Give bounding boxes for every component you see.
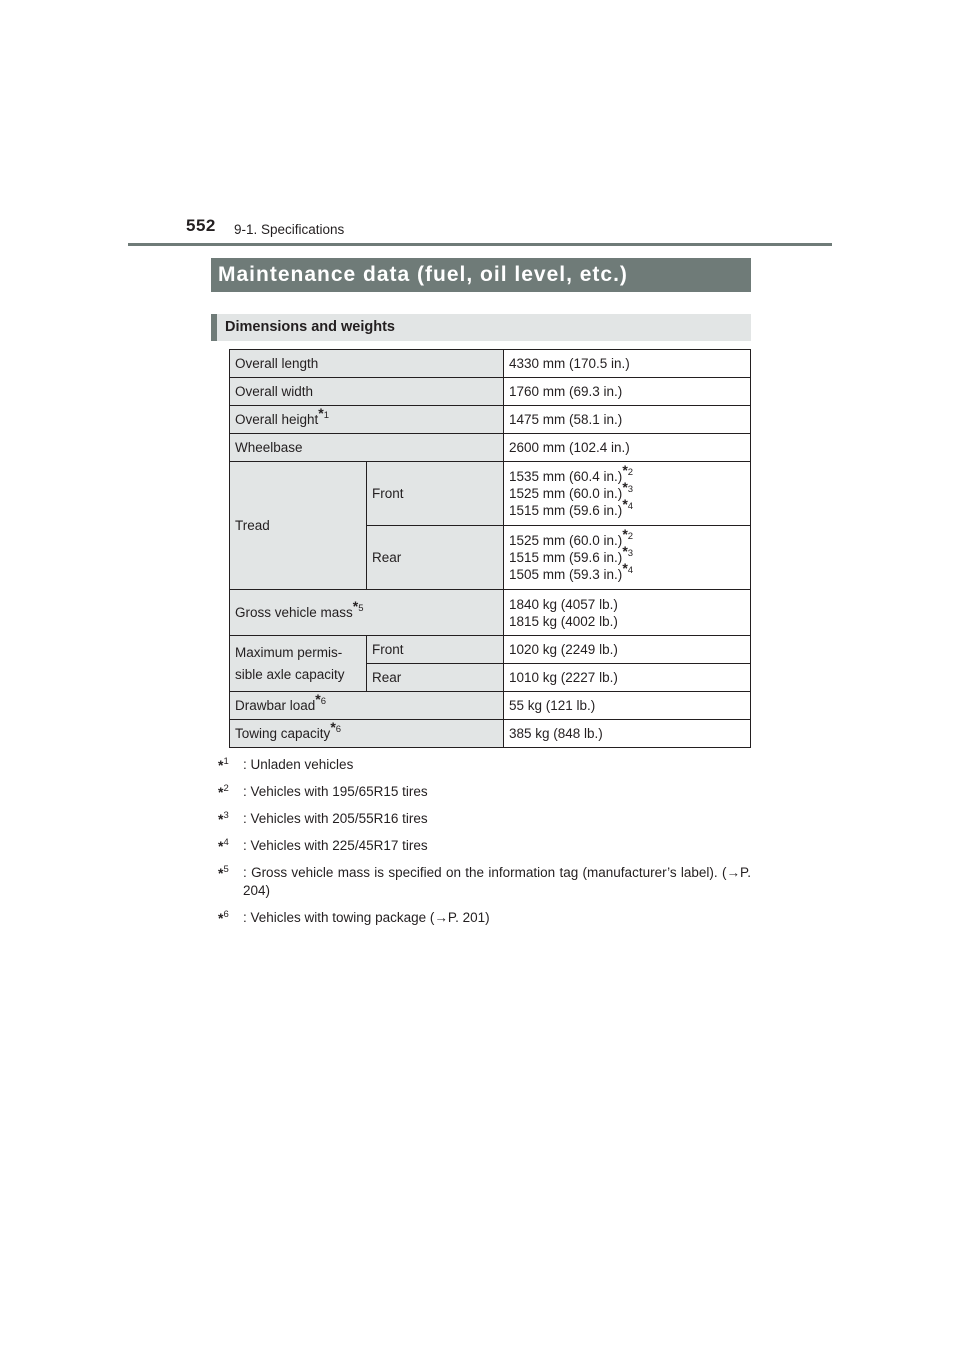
row-value: 1020 kg (2249 lb.): [504, 636, 751, 664]
footnote: *$^4$ : Vehicles with 225/45R17 tires: [218, 837, 428, 854]
row-label: Drawbar load$^{*6}$: [230, 692, 504, 720]
row-label: Overall length: [230, 350, 504, 378]
row-label: Maximum permis- sible axle capacity: [230, 636, 367, 692]
row-label: Towing capacity$^{*6}$: [230, 720, 504, 748]
table-row: [230, 720, 751, 748]
footnote: *$^5$ : Gross vehicle mass is specified on the information tag (manufacturer’s label). (→P. 204): [218, 864, 751, 898]
table-row: [230, 350, 751, 378]
row-label: Overall width: [230, 378, 504, 406]
row-value: 1475 mm (58.1 in.): [504, 406, 751, 434]
header-divider: [128, 243, 832, 246]
table-row: [230, 636, 751, 664]
dimensions-table: [229, 349, 751, 748]
table-row: [230, 434, 751, 462]
row-value: 4330 mm (170.5 in.): [504, 350, 751, 378]
section-label: 9-1. Specifications: [234, 222, 345, 237]
row-value: 1840 kg (4057 lb.) 1815 kg (4002 lb.): [504, 590, 751, 636]
footnote: *$^6$ : Vehicles with towing package (→P. 201): [218, 909, 490, 926]
row-value: 2600 mm (102.4 in.): [504, 434, 751, 462]
footnotes: [218, 756, 751, 936]
row-value: 1525 mm (60.0 in.)$^{*2}$ 1515 mm (59.6 in.)$^{*3}$ 1505 mm (59.3 in.)$^{*4}$: [504, 526, 751, 590]
footnote: *$^2$ : Vehicles with 195/65R15 tires: [218, 783, 428, 800]
row-label: Gross vehicle mass$^{*5}$: [230, 590, 504, 636]
row-label: Tread: [230, 462, 367, 590]
row-value: 55 kg (121 lb.): [504, 692, 751, 720]
row-value: 1010 kg (2227 lb.): [504, 664, 751, 692]
section-subheading: Dimensions and weights: [211, 314, 751, 341]
table-row: [230, 590, 751, 636]
row-sublabel: Front: [367, 636, 504, 664]
row-value: 1535 mm (60.4 in.)$^{*2}$ 1525 mm (60.0 in.)$^{*3}$ 1515 mm (59.6 in.)$^{*4}$: [504, 462, 751, 526]
row-sublabel: Front: [367, 462, 504, 526]
table-row: [230, 462, 751, 526]
page-title: Maintenance data (fuel, oil level, etc.): [211, 258, 751, 292]
row-value: 1760 mm (69.3 in.): [504, 378, 751, 406]
row-sublabel: Rear: [367, 664, 504, 692]
row-label: Wheelbase: [230, 434, 504, 462]
row-sublabel: Rear: [367, 526, 504, 590]
row-label: Overall height$^{*1}$: [230, 406, 504, 434]
table-row: [230, 378, 751, 406]
row-value: 385 kg (848 lb.): [504, 720, 751, 748]
page-number: 552: [186, 216, 216, 235]
footnote: *$^1$ : Unladen vehicles: [218, 756, 354, 773]
table-row: [230, 406, 751, 434]
table-row: [230, 692, 751, 720]
footnote: *$^3$ : Vehicles with 205/55R16 tires: [218, 810, 428, 827]
